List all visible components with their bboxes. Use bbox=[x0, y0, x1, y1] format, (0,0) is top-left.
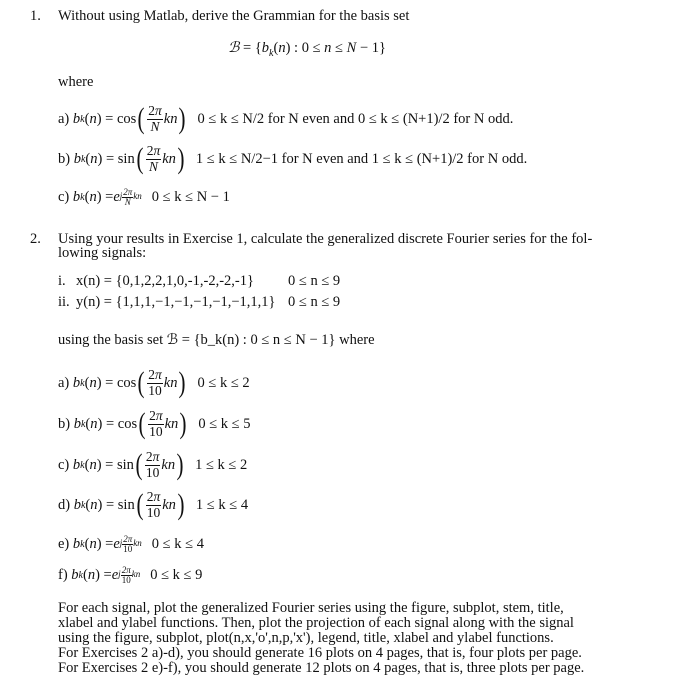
closing-line-3: using the figure, subplot, plot(n,x,'o',n,p,'x'), legend, title, xlabel and ylabel functions. bbox=[58, 630, 554, 646]
signal-i-label: i. bbox=[58, 273, 66, 289]
closing-paragraph bbox=[58, 601, 638, 676]
exercise-1-number: 1. bbox=[30, 8, 41, 24]
ex2-item-a: a) b k ( n ) = cos ( $\frac{2\pi}{10}$ kn ) 0 ≤ k ≤ 2 bbox=[58, 366, 250, 399]
closing-line-1: For each signal, plot the generalized Fourier series using the figure, subplot, stem, title, bbox=[58, 600, 564, 616]
basis-set-equation: ℬ = {$b_k(n)$ : 0 ≤ n ≤ N − 1} bbox=[228, 40, 386, 59]
exercise-2-number: 2. bbox=[30, 231, 41, 247]
ex2-item-d-label: d) bbox=[58, 496, 71, 513]
ex1-item-b-condition: 1 ≤ k ≤ N/2−1 for N even and 1 ≤ k ≤ (N+1)/2 for N odd. bbox=[195, 150, 528, 167]
exercise-1-heading: Without using Matlab, derive the Grammian for the basis set bbox=[58, 8, 410, 24]
ex2-item-a-condition: 0 ≤ k ≤ 2 bbox=[197, 374, 250, 391]
ex1-item-c-condition: 0 ≤ k ≤ N − 1 bbox=[151, 188, 230, 205]
ex2-item-b-condition: 0 ≤ k ≤ 5 bbox=[198, 415, 251, 432]
closing-line-4: For Exercises 2 a)-d), you should generate 16 plots on 4 pages, that is, four plots per page. bbox=[58, 645, 582, 661]
ex2-item-b: b) b k ( n ) = cos ( $\frac{2\pi}{10}$ kn ) 0 ≤ k ≤ 5 bbox=[58, 407, 251, 440]
ex2-item-f: f) b k ( n ) = e j $\frac{2\pi}{10}$ kn 0 ≤ k ≤ 9 bbox=[58, 565, 203, 585]
closing-line-5: For Exercises 2 e)-f), you should generate 12 plots on 4 pages, that is, three plots per page. bbox=[58, 660, 585, 676]
signal-i-range: 0 ≤ n ≤ 9 bbox=[288, 273, 341, 289]
ex2-item-e-label: e) bbox=[58, 535, 70, 552]
signal-ii-label: ii. bbox=[58, 294, 70, 310]
exercise-2-heading-line2: lowing signals: bbox=[58, 245, 147, 261]
ex2-item-f-label: f) bbox=[58, 566, 68, 583]
where-label: where bbox=[58, 74, 94, 90]
exercise-2-heading-line1: Using your results in Exercise 1, calculate the generalized discrete Fourier series for the fol- bbox=[58, 231, 593, 247]
ex1-item-b: b) b k ( n ) = sin ( $\frac{2\pi}{N}$ kn ) 1 ≤ k ≤ N/2−1 for N even and 1 ≤ k ≤ (N+1)/2 for N odd. bbox=[58, 142, 528, 175]
signal-i-expr: x(n) = {0,1,2,2,1,0,-1,-2,-2,-1} bbox=[76, 273, 254, 289]
ex1-item-a-label: a) bbox=[58, 110, 70, 127]
ex1-item-a-condition: 0 ≤ k ≤ N/2 for N even and 0 ≤ k ≤ (N+1)/2 for N odd. bbox=[197, 110, 514, 127]
ex1-item-c: c) b k ( n ) = e j $\frac{2\pi}{N}$ kn 0 ≤ k ≤ N − 1 bbox=[58, 187, 230, 207]
using-basis-line: using the basis set ℬ = {b_k(n) : 0 ≤ n ≤ N − 1} where bbox=[58, 332, 375, 348]
closing-line-2: xlabel and ylabel functions. Then, plot the projection of each signal along with the signal bbox=[58, 615, 574, 631]
ex2-item-f-condition: 0 ≤ k ≤ 9 bbox=[150, 566, 203, 583]
signal-ii-expr: y(n) = {1,1,1,−1,−1,−1,−1,−1,1,1} bbox=[76, 294, 276, 310]
ex2-item-e: e) b k ( n ) = e j $\frac{2\pi}{10}$ kn 0 ≤ k ≤ 4 bbox=[58, 534, 204, 554]
ex2-item-a-label: a) bbox=[58, 374, 70, 391]
ex1-item-c-label: c) bbox=[58, 188, 70, 205]
ex2-item-e-condition: 0 ≤ k ≤ 4 bbox=[151, 535, 204, 552]
ex2-item-c-label: c) bbox=[58, 456, 70, 473]
ex1-item-b-label: b) bbox=[58, 150, 71, 167]
ex1-item-a: a) b k ( n ) = cos ( $\frac{2\pi}{N}$ kn ) 0 ≤ k ≤ N/2 for N even and 0 ≤ k ≤ (N+1)/2 for N odd. bbox=[58, 102, 514, 135]
signal-ii-range: 0 ≤ n ≤ 9 bbox=[288, 294, 341, 310]
ex2-item-c-condition: 1 ≤ k ≤ 2 bbox=[195, 456, 248, 473]
ex2-item-b-label: b) bbox=[58, 415, 71, 432]
ex2-item-c: c) b k ( n ) = sin ( $\frac{2\pi}{10}$ kn ) 1 ≤ k ≤ 2 bbox=[58, 448, 248, 481]
ex2-item-d-condition: 1 ≤ k ≤ 4 bbox=[195, 496, 249, 513]
ex2-item-d: d) b k ( n ) = sin ( $\frac{2\pi}{10}$ kn ) 1 ≤ k ≤ 4 bbox=[58, 488, 249, 521]
